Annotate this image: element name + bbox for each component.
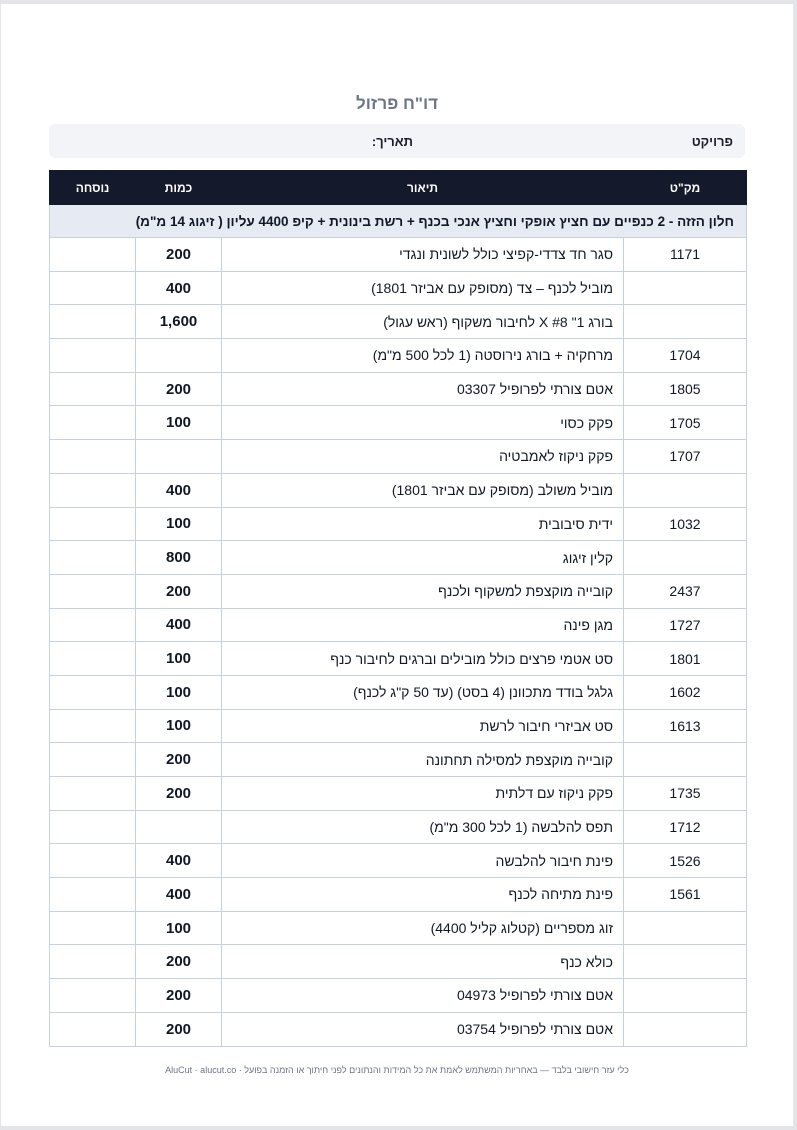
formula-cell (50, 574, 136, 608)
table-row (50, 709, 747, 743)
quantity-cell: 100 (136, 642, 222, 676)
quantity-cell: 400 (136, 608, 222, 642)
sku-cell (624, 945, 747, 979)
table-row (50, 743, 747, 777)
table-row (50, 541, 747, 575)
sku-cell (624, 979, 747, 1013)
page-title: דו"ח פרזול (356, 94, 438, 113)
header-quantity: כמות (136, 171, 222, 205)
quantity-cell: 100 (136, 406, 222, 440)
formula-cell (50, 844, 136, 878)
description-cell: אטם צורתי לפרופיל 03307 (222, 372, 624, 406)
quantity-cell: 200 (136, 979, 222, 1013)
table-row (50, 238, 747, 272)
description-cell: גלגל בודד מתכוונן (4 בסט) (עד 50 ק"ג לכנף) (222, 675, 624, 709)
description-cell: פינת חיבור להלבשה (222, 844, 624, 878)
description-cell: פקק כסוי (222, 406, 624, 440)
quantity-cell: 200 (136, 574, 222, 608)
table-row (50, 507, 747, 541)
description-cell: פקק ניקוז עם דלתית (222, 777, 624, 811)
description-cell: מגן פינה (222, 608, 624, 642)
description-cell: זוג מספריים (קטלוג קליל 4400) (222, 911, 624, 945)
sku-cell: 1805 (624, 372, 747, 406)
table-row (50, 675, 747, 709)
description-cell: סט אטמי פרצים כולל מובילים וברגים לחיבור כנף (222, 642, 624, 676)
sku-cell: 1727 (624, 608, 747, 642)
table-row (50, 271, 747, 305)
sku-cell: 1712 (624, 810, 747, 844)
description-cell: בורג 1" X #8 לחיבור משקוף (ראש עגול) (222, 305, 624, 339)
description-cell: קובייה מוקצפת למסילה תחתונה (222, 743, 624, 777)
sku-cell (624, 1012, 747, 1046)
description-cell: כולא כנף (222, 945, 624, 979)
description-cell: סגר חד צדדי-קפיצי כולל לשונית ונגדי (222, 238, 624, 272)
formula-cell (50, 979, 136, 1013)
table-row (50, 339, 747, 373)
description-cell: אטם צורתי לפרופיל 04973 (222, 979, 624, 1013)
table-row (50, 979, 747, 1013)
formula-cell (50, 305, 136, 339)
project-label: פרויקט (691, 134, 733, 149)
formula-cell (50, 945, 136, 979)
sku-cell: 1561 (624, 878, 747, 912)
formula-cell (50, 810, 136, 844)
formula-cell (50, 911, 136, 945)
description-cell: פינת מתיחה לכנף (222, 878, 624, 912)
sku-cell: 1707 (624, 440, 747, 474)
formula-cell (50, 507, 136, 541)
table-row (50, 945, 747, 979)
quantity-cell: 200 (136, 1012, 222, 1046)
table-row (50, 878, 747, 912)
table-row (50, 1012, 747, 1046)
sku-cell: 1602 (624, 675, 747, 709)
footer-disclaimer: כלי עזר חישובי בלבד — באחריות המשתמש לאמת את כל המידות והנתונים לפני חיתוך או הזמנה בפועל · AluCut · alucut.co (165, 1065, 629, 1075)
table-row (50, 810, 747, 844)
header-sku: מק"ט (624, 171, 747, 205)
sku-cell: 1801 (624, 642, 747, 676)
sku-cell (624, 271, 747, 305)
sku-cell (624, 541, 747, 575)
description-cell: קלין זיגוג (222, 541, 624, 575)
sku-cell: 1032 (624, 507, 747, 541)
table-row (50, 911, 747, 945)
project-info-bar (49, 124, 745, 158)
table-row (50, 642, 747, 676)
quantity-cell: 200 (136, 777, 222, 811)
header-formula: נוסחה (50, 171, 136, 205)
formula-cell (50, 1012, 136, 1046)
header-description: תיאור (222, 171, 624, 205)
formula-cell (50, 743, 136, 777)
quantity-cell (136, 339, 222, 373)
quantity-cell: 100 (136, 507, 222, 541)
sku-cell (624, 473, 747, 507)
quantity-cell: 100 (136, 709, 222, 743)
section-title: חלון הזזה - 2 כנפיים עם חציץ אופקי וחציץ אנכי בכנף + רשת בינונית + קיפ 4400 עליון ( זיגוג 14 מ"מ) (50, 205, 747, 238)
table-row (50, 372, 747, 406)
section-row (50, 205, 747, 238)
formula-cell (50, 339, 136, 373)
sku-cell: 1704 (624, 339, 747, 373)
formula-cell (50, 878, 136, 912)
table-row (50, 473, 747, 507)
quantity-cell: 200 (136, 743, 222, 777)
description-cell: סט אביזרי חיבור לרשת (222, 709, 624, 743)
description-cell: אטם צורתי לפרופיל 03754 (222, 1012, 624, 1046)
quantity-cell: 400 (136, 473, 222, 507)
sku-cell: 1526 (624, 844, 747, 878)
quantity-cell: 1,600 (136, 305, 222, 339)
table-row (50, 777, 747, 811)
table-header-row (50, 171, 747, 205)
report-page (1, 4, 793, 1126)
formula-cell (50, 709, 136, 743)
sku-cell (624, 743, 747, 777)
table-row (50, 608, 747, 642)
sku-cell: 2437 (624, 574, 747, 608)
description-cell: קובייה מוקצפת למשקוף ולכנף (222, 574, 624, 608)
table-row (50, 406, 747, 440)
description-cell: מוביל לכנף – צד (מסופק עם אביזר 1801) (222, 271, 624, 305)
description-cell: פקק ניקוז לאמבטיה (222, 440, 624, 474)
quantity-cell: 200 (136, 945, 222, 979)
description-cell: ידית סיבובית (222, 507, 624, 541)
description-cell: מרחקיה + בורג נירוסטה (1 לכל 500 מ"מ) (222, 339, 624, 373)
quantity-cell: 200 (136, 372, 222, 406)
description-cell: תפס להלבשה (1 לכל 300 מ"מ) (222, 810, 624, 844)
hardware-table (49, 170, 747, 1047)
formula-cell (50, 372, 136, 406)
formula-cell (50, 238, 136, 272)
formula-cell (50, 608, 136, 642)
table-row (50, 440, 747, 474)
formula-cell (50, 541, 136, 575)
formula-cell (50, 406, 136, 440)
formula-cell (50, 271, 136, 305)
sku-cell: 1705 (624, 406, 747, 440)
quantity-cell: 100 (136, 911, 222, 945)
table-row (50, 574, 747, 608)
sku-cell: 1171 (624, 238, 747, 272)
sku-cell: 1613 (624, 709, 747, 743)
date-label: תאריך: (371, 134, 413, 149)
formula-cell (50, 473, 136, 507)
quantity-cell: 400 (136, 271, 222, 305)
sku-cell (624, 911, 747, 945)
formula-cell (50, 642, 136, 676)
sku-cell (624, 305, 747, 339)
quantity-cell: 800 (136, 541, 222, 575)
formula-cell (50, 777, 136, 811)
formula-cell (50, 440, 136, 474)
table-row (50, 305, 747, 339)
quantity-cell (136, 810, 222, 844)
quantity-cell: 400 (136, 844, 222, 878)
formula-cell (50, 675, 136, 709)
quantity-cell: 100 (136, 675, 222, 709)
table-row (50, 844, 747, 878)
quantity-cell: 200 (136, 238, 222, 272)
sku-cell: 1735 (624, 777, 747, 811)
quantity-cell: 400 (136, 878, 222, 912)
description-cell: מוביל משולב (מסופק עם אביזר 1801) (222, 473, 624, 507)
quantity-cell (136, 440, 222, 474)
